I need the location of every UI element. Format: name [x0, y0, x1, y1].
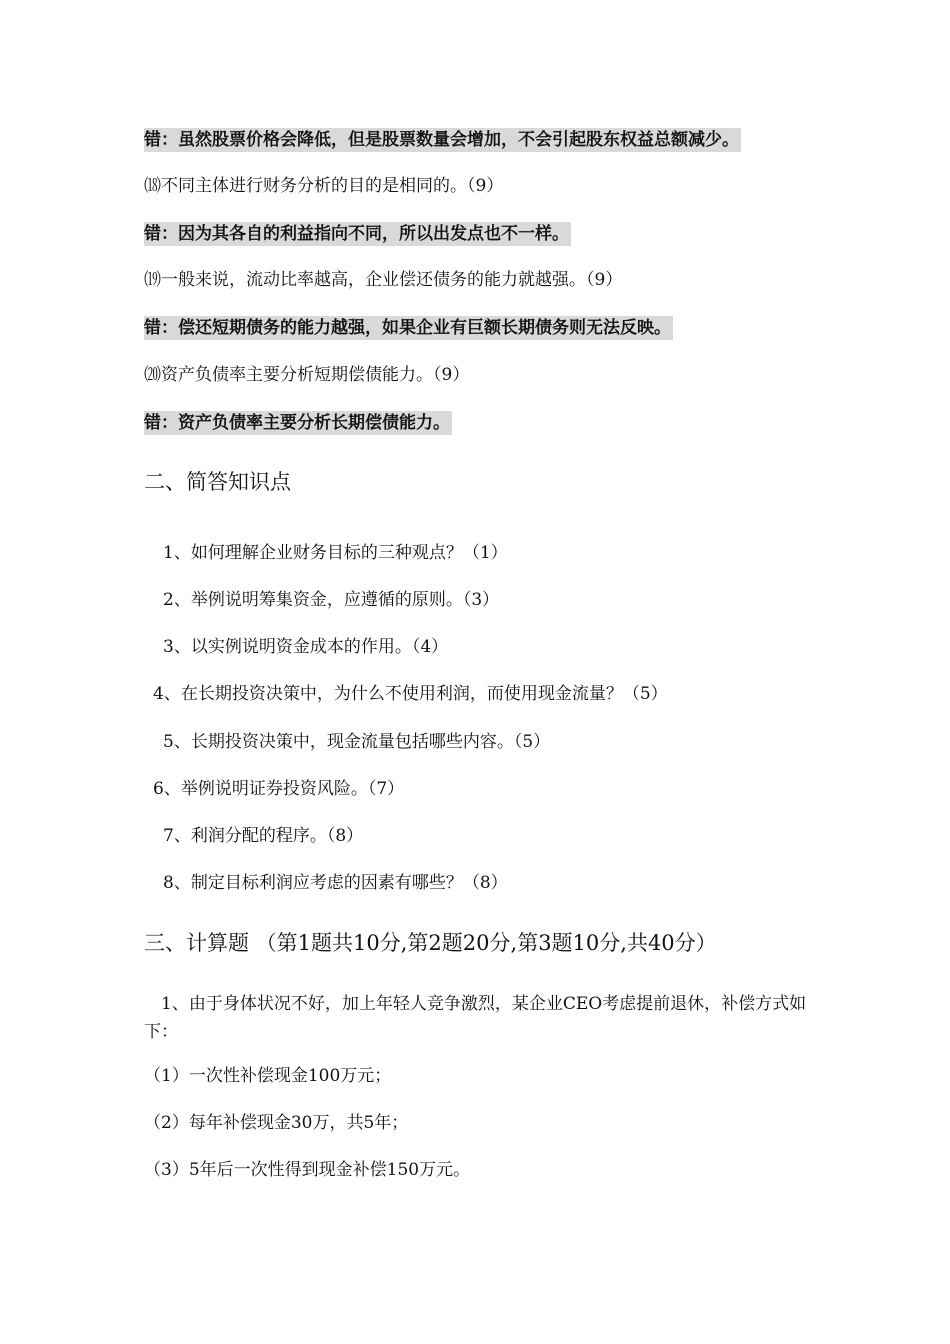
option-item: （3）5年后一次性得到现金补偿150万元。: [144, 1160, 471, 1180]
answer-explanation: 错：资产负债率主要分析长期偿债能力。: [144, 413, 450, 433]
question-item: ⒆一般来说，流动比率越高，企业偿还债务的能力就越强。（9）: [144, 270, 623, 290]
short-answer-item: 7、利润分配的程序。（8）: [163, 826, 364, 846]
short-answer-item: 8、制定目标利润应考虑的因素有哪些？（8）: [163, 873, 508, 893]
short-answer-item: 4、在长期投资决策中，为什么不使用利润，而使用现金流量？（5）: [153, 684, 668, 704]
option-item: （1）一次性补偿现金100万元；: [144, 1066, 392, 1086]
short-answer-item: 2、举例说明筹集资金，应遵循的原则。（3）: [163, 590, 500, 610]
short-answer-item: 1、如何理解企业财务目标的三种观点？（1）: [163, 543, 508, 563]
option-item: （2）每年补偿现金30万，共5年；: [144, 1113, 409, 1133]
answer-explanation: 错：偿还短期债务的能力越强，如果企业有巨额长期债务则无法反映。: [144, 318, 671, 338]
short-answer-item: 6、举例说明证券投资风险。（7）: [153, 779, 405, 799]
question-item: ⒇资产负债率主要分析短期偿债能力。（9）: [144, 365, 470, 385]
short-answer-item: 3、以实例说明资金成本的作用。（4）: [163, 637, 449, 657]
answer-explanation: 错：虽然股票价格会降低，但是股票数量会增加，不会引起股东权益总额减少。: [144, 130, 739, 150]
calculation-heading: 三、计算题 （第1题共10分,第2题20分,第3题10分,共40分）: [144, 931, 717, 955]
short-answer-item: 5、长期投资决策中，现金流量包括哪些内容。（5）: [163, 732, 551, 752]
answer-explanation: 错：因为其各自的利益指向不同，所以出发点也不一样。: [144, 224, 569, 244]
short-answer-heading: 二、简答知识点: [144, 470, 291, 494]
question-item: ⒅不同主体进行财务分析的目的是相同的。（9）: [144, 176, 504, 196]
calculation-question-1: 1、由于身体状况不好，加上年轻人竞争激烈，某企业CEO考虑提前退休，补偿方式如下：: [144, 994, 807, 1042]
